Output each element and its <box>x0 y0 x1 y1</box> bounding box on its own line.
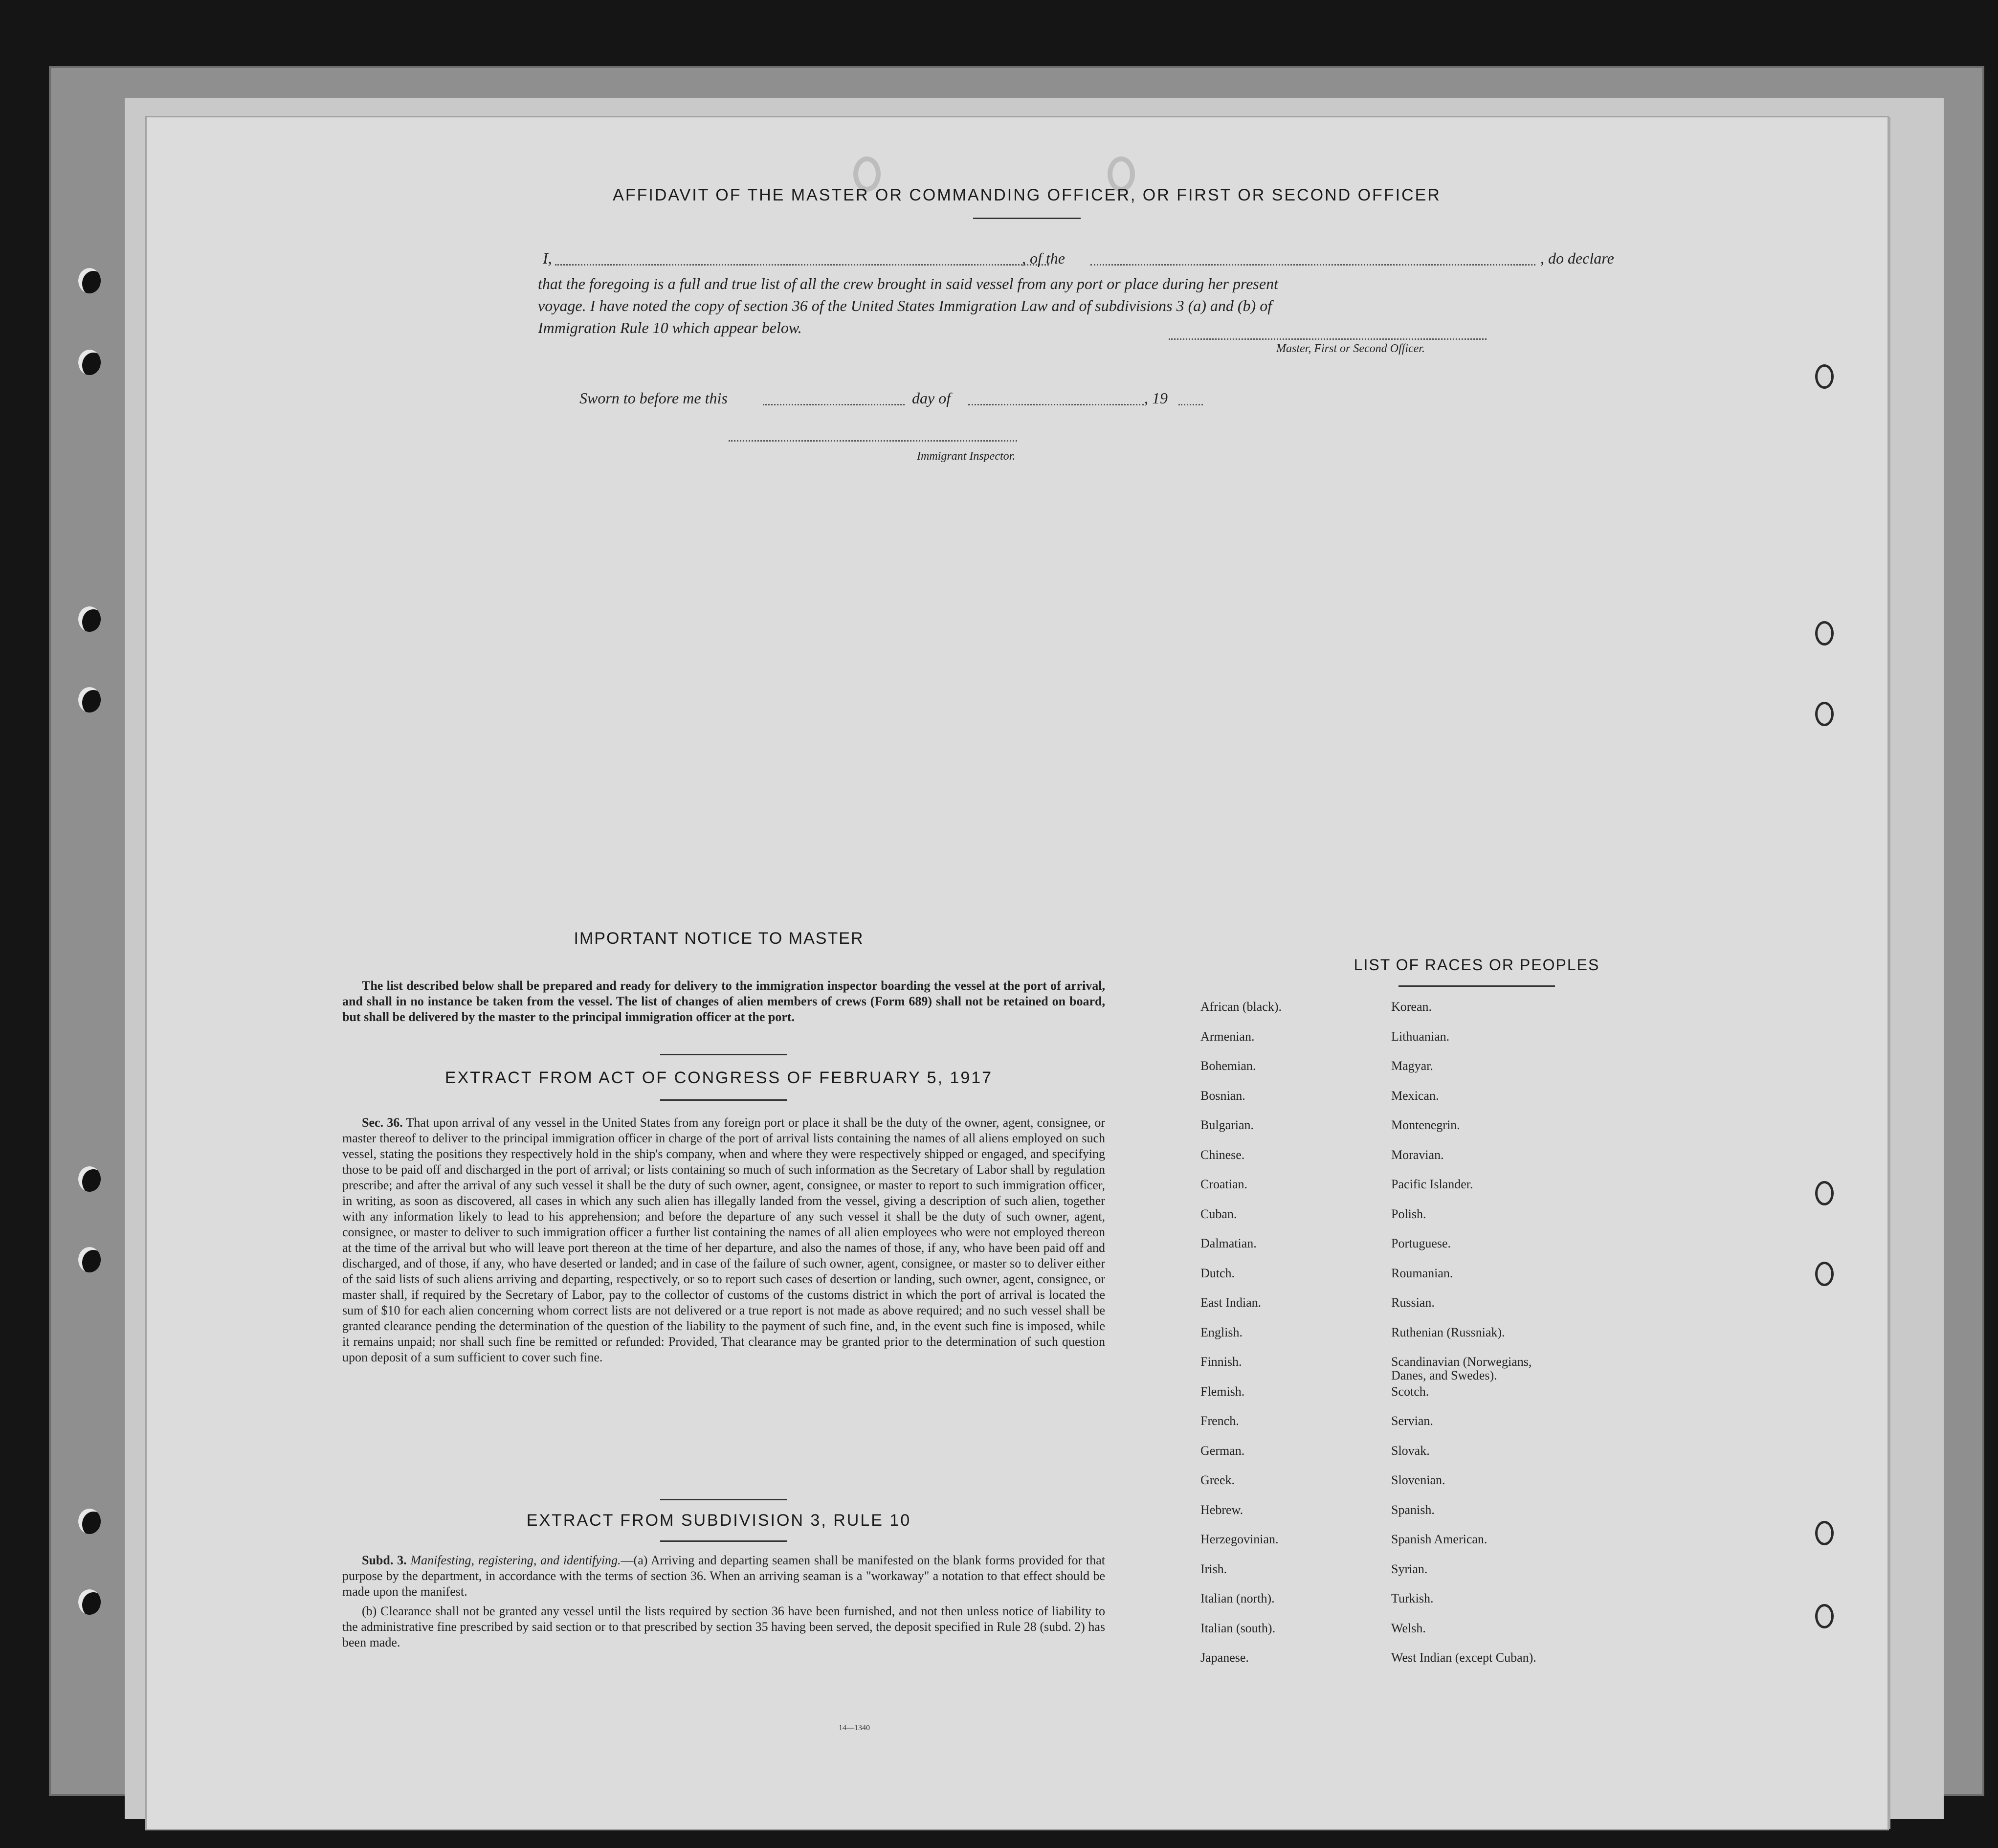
act-paragraph <box>342 1115 1105 1365</box>
race-item: Japanese. <box>1200 1650 1249 1665</box>
affidavit-body-line: voyage. I have noted the copy of section 36 of the United States Immigration Law and of subdivisions 3 (a) and (b) of <box>538 297 1272 314</box>
race-item: Italian (north). <box>1200 1591 1275 1605</box>
sworn-day-blank <box>763 404 905 405</box>
binder-hole <box>1815 621 1834 646</box>
race-item: Bulgarian. <box>1200 1118 1254 1132</box>
sworn-month-blank <box>968 404 1144 405</box>
race-item: Armenian. <box>1200 1029 1255 1044</box>
race-item: Spanish. <box>1391 1502 1435 1517</box>
binder-hole <box>78 1509 101 1534</box>
section-divider <box>660 1499 787 1500</box>
rule-subdivision-label: Subd. 3. <box>362 1553 407 1567</box>
race-item: Servian. <box>1391 1414 1433 1428</box>
title-underline <box>1399 985 1555 987</box>
race-item: Chinese. <box>1200 1147 1245 1162</box>
affidavit-title: AFFIDAVIT OF THE MASTER OR COMMANDING OFFICER, OR FIRST OR SECOND OFFICER <box>613 186 1441 204</box>
race-item: West Indian (except Cuban). <box>1391 1650 1536 1665</box>
notice-paragraph: The list described below shall be prepared and ready for delivery to the immigration inspector boarding the vessel at the port of arrival, and shall in no instance be taken from the vessel. The list of changes of alien members of crews (Form 689) shall not be retained on board, but shall be delivered by the master to the principal immigration officer at the port. <box>342 979 1105 1024</box>
race-item: Turkish. <box>1391 1591 1434 1605</box>
binder-hole <box>78 687 101 712</box>
affidavit-body-line: that the foregoing is a full and true list of all the crew brought in said vessel from any port or place during her present <box>538 275 1278 292</box>
race-item: Korean. <box>1391 1000 1432 1014</box>
form-number: 14—1340 <box>839 1724 870 1732</box>
race-item: Mexican. <box>1391 1088 1439 1103</box>
race-item: Herzegovinian. <box>1200 1532 1279 1546</box>
race-item: Scandinavian (Norwegians, Danes, and Swedes). <box>1391 1355 1532 1382</box>
races-title: LIST OF RACES OR PEOPLES <box>1354 956 1600 974</box>
binder-hole <box>78 268 101 293</box>
binder-hole <box>1815 702 1834 726</box>
notice-text <box>342 978 1105 1029</box>
race-item: Greek. <box>1200 1473 1235 1487</box>
affidavit-i-label: I, <box>543 249 552 267</box>
signature-line <box>1169 338 1487 340</box>
race-item: Dutch. <box>1200 1266 1235 1280</box>
race-item: Portuguese. <box>1391 1236 1451 1250</box>
affidavit-do-declare: , do declare <box>1540 249 1614 267</box>
vessel-blank <box>1090 264 1535 266</box>
section-divider <box>660 1540 787 1542</box>
race-item: Welsh. <box>1391 1621 1426 1635</box>
binder-hole <box>78 1589 101 1615</box>
race-item: Moravian. <box>1391 1147 1444 1162</box>
rule-text-a: —(a) Arriving and departing seamen shall be manifested on the blank forms provided for that purpose by the department, in accordance with the terms of section 36. When an arriving seaman is a "workaway" a notation to that effect should be made upon the manifest. <box>342 1553 1105 1599</box>
race-item: Dalmatian. <box>1200 1236 1257 1250</box>
affidavit-of-the-label: , of the <box>1022 249 1065 267</box>
race-item: Cuban. <box>1200 1206 1237 1221</box>
sworn-year-blank <box>1178 404 1203 405</box>
binder-hole <box>1815 1181 1834 1205</box>
race-item: Spanish American. <box>1391 1532 1487 1546</box>
year-label: , 19 <box>1144 389 1168 407</box>
race-item: Hebrew. <box>1200 1502 1243 1517</box>
binder-hole <box>78 606 101 632</box>
binder-hole <box>1815 364 1834 389</box>
race-item: Irish. <box>1200 1561 1227 1576</box>
race-item: Scotch. <box>1391 1384 1429 1399</box>
race-item: Syrian. <box>1391 1561 1428 1576</box>
rule-title: EXTRACT FROM SUBDIVISION 3, RULE 10 <box>526 1511 911 1530</box>
race-item: Bosnian. <box>1200 1088 1245 1103</box>
rule-text <box>342 1553 1105 1654</box>
race-item: Montenegrin. <box>1391 1118 1460 1132</box>
race-item: East Indian. <box>1200 1295 1262 1310</box>
day-of-label: day of <box>912 389 951 407</box>
binder-hole <box>78 350 101 375</box>
sworn-label: Sworn to before me this <box>579 389 728 407</box>
act-text <box>342 1115 1105 1369</box>
race-item: Croatian. <box>1200 1177 1248 1191</box>
binder-hole <box>1815 1604 1834 1628</box>
binder-hole <box>1815 1262 1834 1286</box>
section-divider <box>660 1099 787 1101</box>
race-item: French. <box>1200 1414 1239 1428</box>
affidavit-body-line: Immigration Rule 10 which appear below. <box>538 319 802 336</box>
race-item: Ruthenian (Russniak). <box>1391 1325 1505 1339</box>
binder-hole <box>1815 1521 1834 1545</box>
race-item: Russian. <box>1391 1295 1435 1310</box>
title-underline <box>973 218 1081 219</box>
race-item: African (black). <box>1200 1000 1282 1014</box>
inspector-signature-line <box>729 440 1017 442</box>
binder-hole <box>78 1166 101 1192</box>
race-item: Italian (south). <box>1200 1621 1276 1635</box>
race-item: Slovak. <box>1391 1443 1430 1458</box>
act-title: EXTRACT FROM ACT OF CONGRESS OF FEBRUARY 5, 1917 <box>444 1069 993 1087</box>
binder-hole <box>78 1247 101 1272</box>
race-item: Lithuanian. <box>1391 1029 1450 1044</box>
race-item: Polish. <box>1391 1206 1426 1221</box>
race-item: English. <box>1200 1325 1243 1339</box>
notice-title: IMPORTANT NOTICE TO MASTER <box>574 929 864 948</box>
name-blank <box>555 264 1049 266</box>
race-item: Flemish. <box>1200 1384 1245 1399</box>
rule-paragraph-a <box>342 1553 1105 1600</box>
page-crease <box>1887 117 1890 1829</box>
act-body: That upon arrival of any vessel in the United States from any foreign port or place it shall be the duty of the owner, agent, consignee, or master thereof to deliver to the principal immigration officer in charge of the port of arrival lists containing the names of all aliens employed on such vessel, stating the positions they respectively hold in the ship's company, when and where they were respectively shipped or engaged, and specifying those to be paid off and discharged in the port of arrival; or lists containing so much of such information as the Secretary of Labor shall by regulation prescribe; and after the arrival of any such vessel it shall be the duty of such owner, agent, consignee, or master to report to such immigration officer, in writing, as soon as discovered, all cases in which any such alien has illegally landed from the vessel, giving a description of such alien, together with any information likely to lead to his apprehension; and before the departure of any such vessel it shall be the duty of such owner, agent, consignee, or master to deliver to such immigration officer a further list containing the names of all alien employees who were not employed thereon at the time of the arrival but who will leave port thereon at the time of her departure, and also the names of those, if any, who have been paid off and discharged, and of those, if any, who have deserted or landed; and in case of the failure of such owner, agent, consignee, or master so to deliver either of the said lists of such aliens arriving and departing, respectively, or so to report such cases of desertion or landing, such owner, agent, consignee, or master shall, if required by the Secretary of Labor, pay to the collector of customs of the customs district in which the port of arrival is located the sum of $10 for each alien concerning whom correct lists are not delivered or a true report is not made as above required; and no such vessel shall be granted clearance pending the determination of the question of the liability to the payment of such fine, and, in the event such fine is imposed, while it remains unpaid; nor shall such fine be remitted or refunded: Provided, That clearance may be granted prior to the determination of such question upon deposit of a sum sufficient to cover such fine. <box>342 1115 1105 1364</box>
signature-caption: Master, First or Second Officer. <box>1276 342 1425 355</box>
race-item: Roumanian. <box>1391 1266 1453 1280</box>
race-item: Bohemian. <box>1200 1059 1256 1073</box>
rule-paragraph-b: (b) Clearance shall not be granted any vessel until the lists required by section 36 have been furnished, and not then unless notice of liability to the administrative fine prescribed by said section or to that prescribed by section 35 having been served, the deposit specified in Rule 28 (subd. 2) has been made. <box>342 1604 1105 1649</box>
race-item: Pacific Islander. <box>1391 1177 1473 1191</box>
rule-heading: Manifesting, registering, and identifying. <box>410 1553 621 1567</box>
act-section-label: Sec. 36. <box>362 1115 403 1130</box>
race-item: Slovenian. <box>1391 1473 1445 1487</box>
affidavit-page <box>147 117 1887 1829</box>
race-item: Magyar. <box>1391 1059 1433 1073</box>
inspector-caption: Immigrant Inspector. <box>917 450 1016 463</box>
race-item: Finnish. <box>1200 1355 1242 1369</box>
section-divider <box>660 1054 787 1055</box>
race-item: German. <box>1200 1443 1245 1458</box>
